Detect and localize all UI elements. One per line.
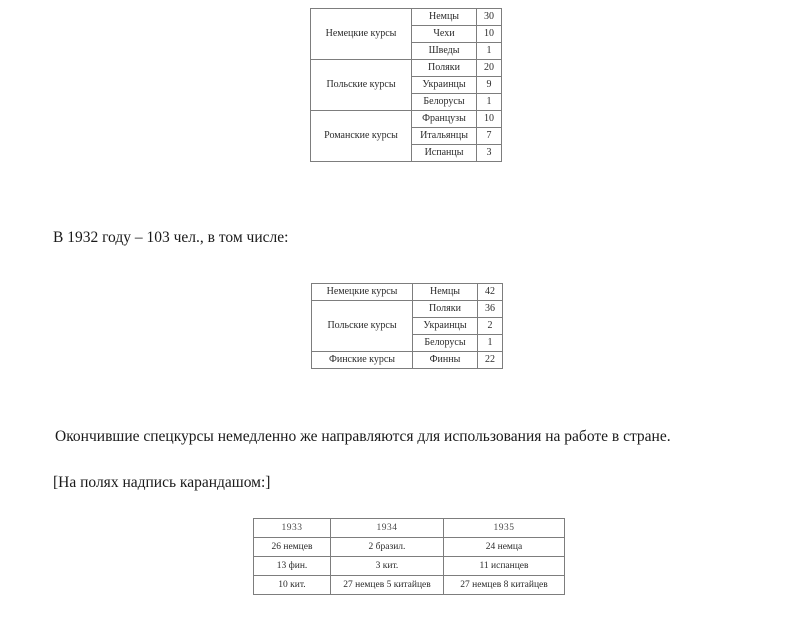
nation-cell: Украинцы <box>412 77 477 94</box>
course-group-cell: Немецкие курсы <box>311 9 412 60</box>
table-row <box>311 60 502 77</box>
count-cell: 1 <box>477 43 502 60</box>
nation-cell: Финны <box>413 352 478 369</box>
count-cell: 36 <box>478 301 503 318</box>
count-cell: 10 <box>477 111 502 128</box>
count-cell: 9 <box>477 77 502 94</box>
table-years <box>253 518 565 595</box>
course-group-cell: Немецкие курсы <box>312 284 413 301</box>
course-group-cell: Польские курсы <box>311 60 412 111</box>
table-row <box>312 301 503 318</box>
year-data-cell: 26 немцев <box>254 538 331 557</box>
paragraph-1932: В 1932 году – 103 чел., в том числе: <box>53 229 289 246</box>
year-data-cell: 13 фин. <box>254 557 331 576</box>
year-data-cell: 27 немцев 5 китайцев <box>331 576 444 595</box>
year-data-cell: 3 кит. <box>331 557 444 576</box>
table-row <box>312 284 503 301</box>
nation-cell: Белорусы <box>412 94 477 111</box>
nation-cell: Французы <box>412 111 477 128</box>
year-data-cell: 2 бразил. <box>331 538 444 557</box>
table-row <box>311 9 502 26</box>
count-cell: 7 <box>477 128 502 145</box>
count-cell: 30 <box>477 9 502 26</box>
nation-cell: Белорусы <box>413 335 478 352</box>
count-cell: 1 <box>477 94 502 111</box>
table-courses-first <box>310 8 502 162</box>
year-header-cell: 1934 <box>331 519 444 538</box>
course-group-cell: Романские курсы <box>311 111 412 162</box>
nation-cell: Поляки <box>413 301 478 318</box>
course-group-cell: Польские курсы <box>312 301 413 352</box>
count-cell: 1 <box>478 335 503 352</box>
table-row <box>254 576 565 595</box>
year-data-cell: 24 немца <box>444 538 565 557</box>
count-cell: 22 <box>478 352 503 369</box>
table-row <box>254 538 565 557</box>
table-row <box>254 557 565 576</box>
count-cell: 42 <box>478 284 503 301</box>
course-group-cell: Финские курсы <box>312 352 413 369</box>
nation-cell: Немцы <box>412 9 477 26</box>
nation-cell: Чехи <box>412 26 477 43</box>
nation-cell: Шведы <box>412 43 477 60</box>
count-cell: 20 <box>477 60 502 77</box>
count-cell: 3 <box>477 145 502 162</box>
table-row <box>311 111 502 128</box>
paragraph-graduates: Окончившие спецкурсы немедленно же направляются для использования на работе в стране. <box>55 428 671 445</box>
year-data-cell: 11 испанцев <box>444 557 565 576</box>
table-courses-second <box>311 283 503 369</box>
year-header-cell: 1933 <box>254 519 331 538</box>
nation-cell: Испанцы <box>412 145 477 162</box>
count-cell: 10 <box>477 26 502 43</box>
year-data-cell: 10 кит. <box>254 576 331 595</box>
nation-cell: Итальянцы <box>412 128 477 145</box>
table-header-row <box>254 519 565 538</box>
year-data-cell: 27 немцев 8 китайцев <box>444 576 565 595</box>
nation-cell: Поляки <box>412 60 477 77</box>
count-cell: 2 <box>478 318 503 335</box>
paragraph-margin-note: [На полях надпись карандашом:] <box>53 474 271 491</box>
nation-cell: Немцы <box>413 284 478 301</box>
table-row <box>312 352 503 369</box>
nation-cell: Украинцы <box>413 318 478 335</box>
year-header-cell: 1935 <box>444 519 565 538</box>
